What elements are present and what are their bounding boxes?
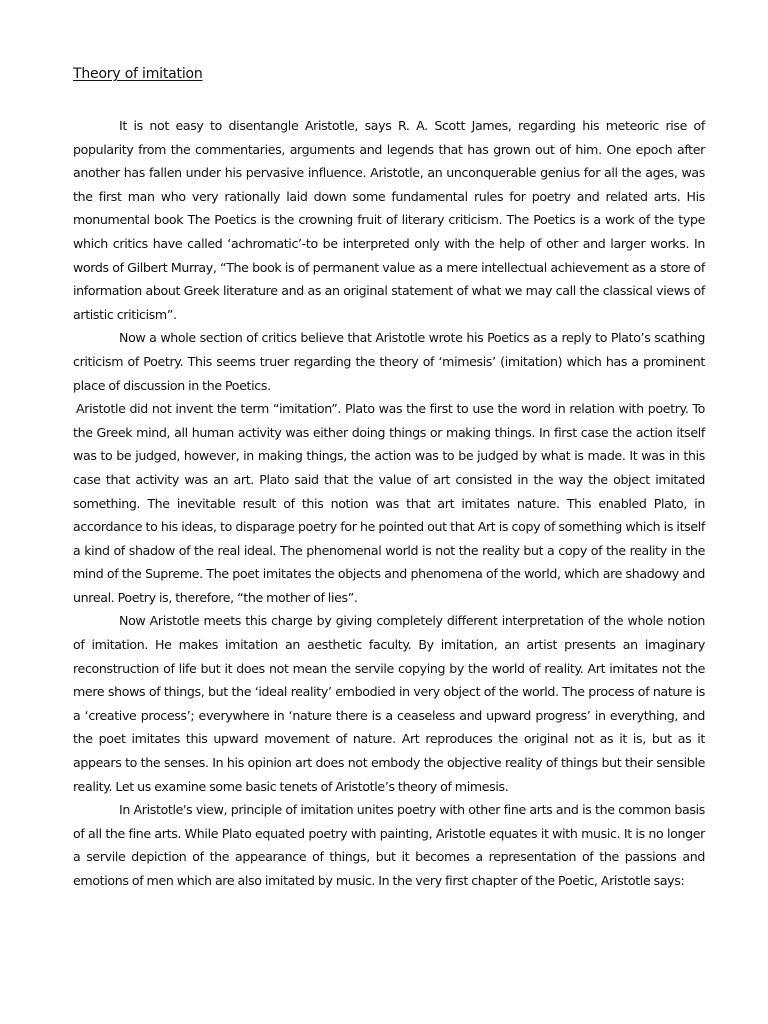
paragraph: In Aristotle's view, principle of imitation unites poetry with other fine arts and is the common basis of all the fine arts. While Plato equated poetry with painting, Aristotle equates it with music. It is no longer a servile depiction of the appearance of things, but it becomes a representation of the passions and emotions of men which are also imitated by music. In the very first chapter of the Poetic, Aristotle says:	[73, 802, 705, 888]
paragraph: It is not easy to disentangle Aristotle, says R. A. Scott James, regarding his meteoric rise of popularity from the commentaries, arguments and legends that has grown out of him. One epoch after another has fallen under his pervasive influence. Aristotle, an unconquerable genius for all the ages, was the first man who very rationally laid down some fundamental rules for poetry and related arts. His monumental book The Poetics is the crowning fruit of literary criticism. The Poetics is a work of the type which critics have called ‘achromatic’-to be interpreted only with the help of other and larger works. In words of Gilbert Murray, “The book is of permanent value as a mere intellectual achievement as a store of information about Greek literature and as an original statement of what we may call the classical views of artistic criticism”.	[73, 118, 705, 322]
paragraph: Now Aristotle meets this charge by giving completely different interpretation of the whole notion of imitation. He makes imitation an aesthetic faculty. By imitation, an artist presents an imaginary reconstruction of life but it does not mean the servile copying by the world of reality. Art imitates not the mere shows of things, but the ‘ideal reality’ embodied in very object of the world. The process of nature is a ‘creative process’; everywhere in ‘nature there is a ceaseless and upward progress’ in everything, and the poet imitates this upward movement of nature. Art reproduces the original not as it is, but as it appears to the senses. In his opinion art does not embody the objective reality of things but their sensible reality. Let us examine some basic tenets of Aristotle’s theory of mimesis.	[73, 613, 705, 794]
paragraph: Aristotle did not invent the term “imitation”. Plato was the first to use the word in relation with poetry. To the Greek mind, all human activity was either doing things or making things. In first case the action itself was to be judged, however, in making things, the action was to be judged by what is made. It was in this case that activity was an art. Plato said that the value of art consisted in the way the object imitated something. The inevitable result of this notion was that art imitates nature. This enabled Plato, in accordance to his ideas, to disparage poetry for he pointed out that Art is copy of something which is itself a kind of shadow of the real ideal. The phenomenal world is not the reality but a copy of the reality in the mind of the Supreme. The poet imitates the objects and phenomena of the world, which are shadowy and unreal. Poetry is, therefore, “the mother of lies”.	[73, 401, 705, 605]
document-body	[73, 114, 705, 893]
document-page	[73, 0, 705, 1024]
paragraph: Now a whole section of critics believe that Aristotle wrote his Poetics as a reply to Plato’s scathing criticism of Poetry. This seems truer regarding the theory of ‘mimesis’ (imitation) which has a prominent place of discussion in the Poetics.	[73, 330, 705, 393]
document-title: Theory of imitation	[73, 66, 203, 82]
